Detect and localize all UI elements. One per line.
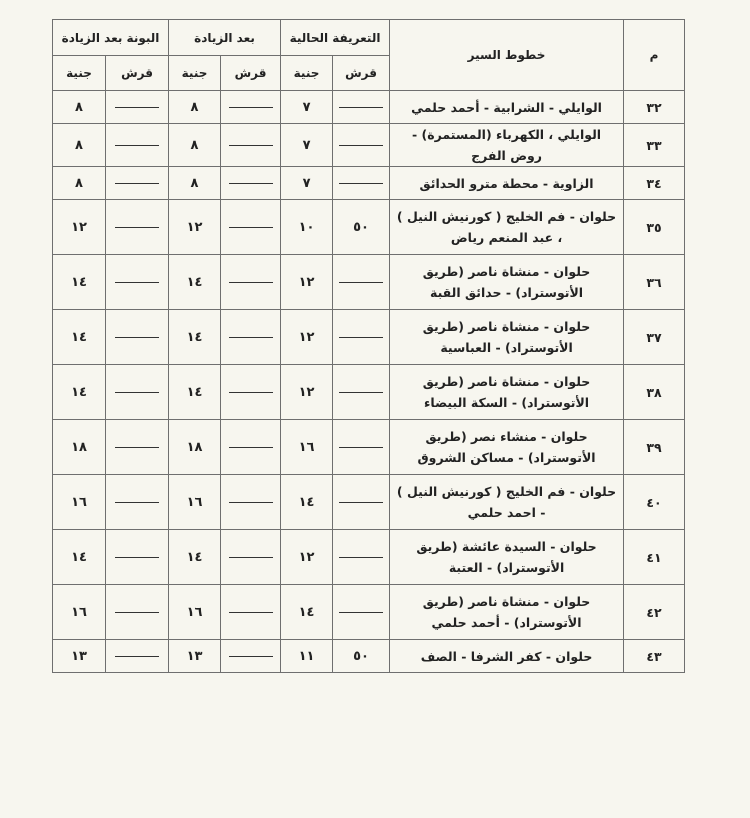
coupon-pound: ١٢ [53, 200, 106, 255]
coupon-qirsh [106, 475, 169, 530]
coupon-qirsh [106, 310, 169, 365]
after-pound: ٨ [169, 167, 221, 200]
route-name: حلوان - منشاة ناصر (طريق الأتوستراد) - السكة البيضاء [390, 365, 624, 420]
header-route: خطوط السير [390, 20, 624, 91]
after-qirsh [221, 420, 281, 475]
current-qirsh [333, 167, 390, 200]
row-number: ٤٢ [624, 585, 685, 640]
empty-value-dash [115, 183, 159, 184]
empty-value-dash [115, 557, 159, 558]
after-qirsh [221, 365, 281, 420]
header-coupon-after-increase: البونة بعد الزيادة [53, 20, 169, 56]
coupon-qirsh [106, 640, 169, 673]
current-pound: ١٠ [281, 200, 333, 255]
after-pound: ١٢ [169, 200, 221, 255]
empty-value-dash [339, 107, 383, 108]
header-coupon-pound: جنية [53, 56, 106, 91]
table-row [53, 167, 685, 200]
empty-value-dash [339, 183, 383, 184]
empty-value-dash [229, 656, 273, 657]
coupon-qirsh [106, 530, 169, 585]
current-qirsh [333, 475, 390, 530]
fares-table [52, 19, 685, 673]
after-qirsh [221, 255, 281, 310]
empty-value-dash [229, 502, 273, 503]
route-name: الوايلي ، الكهرباء (المستمرة) - روض الفرج [390, 124, 624, 167]
coupon-qirsh [106, 255, 169, 310]
coupon-pound: ٨ [53, 124, 106, 167]
current-qirsh [333, 530, 390, 585]
table-row [53, 420, 685, 475]
empty-value-dash [115, 337, 159, 338]
after-pound: ١٤ [169, 255, 221, 310]
coupon-qirsh [106, 167, 169, 200]
current-qirsh [333, 91, 390, 124]
after-qirsh [221, 124, 281, 167]
table-row [53, 91, 685, 124]
empty-value-dash [339, 502, 383, 503]
coupon-qirsh [106, 124, 169, 167]
row-number: ٣٥ [624, 200, 685, 255]
after-qirsh [221, 310, 281, 365]
header-row-top [53, 20, 685, 56]
header-number: م [624, 20, 685, 91]
empty-value-dash [115, 656, 159, 657]
after-pound: ١٨ [169, 420, 221, 475]
empty-value-dash [229, 107, 273, 108]
row-number: ٣٢ [624, 91, 685, 124]
after-qirsh [221, 91, 281, 124]
coupon-qirsh [106, 420, 169, 475]
row-number: ٣٤ [624, 167, 685, 200]
route-name: حلوان - منشاة ناصر (طريق الأتوستراد) - العباسية [390, 310, 624, 365]
coupon-pound: ١٨ [53, 420, 106, 475]
route-name: حلوان - فم الخليج ( كورنيش النيل ) - احمد حلمي [390, 475, 624, 530]
coupon-pound: ١٦ [53, 475, 106, 530]
coupon-qirsh [106, 365, 169, 420]
route-name: الزاوية - محطة مترو الحدائق [390, 167, 624, 200]
empty-value-dash [115, 447, 159, 448]
empty-value-dash [229, 183, 273, 184]
row-number: ٤٠ [624, 475, 685, 530]
empty-value-dash [115, 612, 159, 613]
after-qirsh [221, 640, 281, 673]
after-qirsh [221, 200, 281, 255]
empty-value-dash [229, 557, 273, 558]
empty-value-dash [339, 337, 383, 338]
table-row [53, 585, 685, 640]
row-number: ٣٨ [624, 365, 685, 420]
table-row [53, 530, 685, 585]
row-number: ٣٩ [624, 420, 685, 475]
coupon-pound: ١٣ [53, 640, 106, 673]
current-pound: ١١ [281, 640, 333, 673]
route-name: الوايلي - الشرابية - أحمد حلمي [390, 91, 624, 124]
after-pound: ١٦ [169, 585, 221, 640]
after-pound: ١٤ [169, 365, 221, 420]
coupon-qirsh [106, 585, 169, 640]
row-number: ٤٣ [624, 640, 685, 673]
empty-value-dash [229, 282, 273, 283]
current-qirsh [333, 420, 390, 475]
empty-value-dash [339, 282, 383, 283]
current-pound: ٧ [281, 124, 333, 167]
header-coupon-qirsh: قرش [106, 56, 169, 91]
empty-value-dash [229, 392, 273, 393]
current-qirsh [333, 585, 390, 640]
empty-value-dash [339, 392, 383, 393]
current-pound: ٧ [281, 167, 333, 200]
empty-value-dash [115, 107, 159, 108]
route-name: حلوان - منشاة ناصر (طريق الأتوستراد) - أحمد حلمي [390, 585, 624, 640]
empty-value-dash [115, 145, 159, 146]
route-name: حلوان - كفر الشرفا - الصف [390, 640, 624, 673]
row-number: ٣٧ [624, 310, 685, 365]
header-current-pound: جنية [281, 56, 333, 91]
empty-value-dash [339, 447, 383, 448]
empty-value-dash [229, 337, 273, 338]
coupon-pound: ٨ [53, 167, 106, 200]
after-pound: ١٤ [169, 310, 221, 365]
table-row [53, 124, 685, 167]
header-after-pound: جنية [169, 56, 221, 91]
current-qirsh [333, 365, 390, 420]
empty-value-dash [115, 282, 159, 283]
header-after-increase: بعد الزيادة [169, 20, 281, 56]
header-after-qirsh: قرش [221, 56, 281, 91]
current-qirsh [333, 255, 390, 310]
after-qirsh [221, 530, 281, 585]
route-name: حلوان - فم الخليج ( كورنيش النيل ) ، عبد المنعم رياض [390, 200, 624, 255]
current-pound: ١٢ [281, 255, 333, 310]
current-pound: ١٤ [281, 585, 333, 640]
empty-value-dash [115, 502, 159, 503]
empty-value-dash [229, 447, 273, 448]
table-row [53, 640, 685, 673]
table-row [53, 310, 685, 365]
coupon-pound: ١٤ [53, 310, 106, 365]
header-current-fare: التعريفة الحالية [281, 20, 390, 56]
after-pound: ٨ [169, 91, 221, 124]
current-qirsh [333, 124, 390, 167]
empty-value-dash [229, 227, 273, 228]
coupon-pound: ١٤ [53, 255, 106, 310]
after-qirsh [221, 475, 281, 530]
empty-value-dash [229, 145, 273, 146]
current-pound: ١٢ [281, 365, 333, 420]
coupon-qirsh [106, 200, 169, 255]
current-pound: ١٢ [281, 530, 333, 585]
after-qirsh [221, 585, 281, 640]
row-number: ٣٣ [624, 124, 685, 167]
row-number: ٤١ [624, 530, 685, 585]
empty-value-dash [115, 227, 159, 228]
current-pound: ٧ [281, 91, 333, 124]
header-current-qirsh: قرش [333, 56, 390, 91]
fares-table-body [53, 91, 685, 673]
current-pound: ١٤ [281, 475, 333, 530]
table-row [53, 365, 685, 420]
coupon-pound: ١٤ [53, 365, 106, 420]
empty-value-dash [229, 612, 273, 613]
coupon-qirsh [106, 91, 169, 124]
empty-value-dash [339, 557, 383, 558]
after-pound: ١٤ [169, 530, 221, 585]
coupon-pound: ٨ [53, 91, 106, 124]
coupon-pound: ١٦ [53, 585, 106, 640]
empty-value-dash [115, 392, 159, 393]
after-pound: ١٦ [169, 475, 221, 530]
current-pound: ١٦ [281, 420, 333, 475]
after-pound: ٨ [169, 124, 221, 167]
route-name: حلوان - السيدة عائشة (طريق الأتوستراد) - العتبة [390, 530, 624, 585]
route-name: حلوان - منشاء نصر (طريق الأتوستراد) - مساكن الشروق [390, 420, 624, 475]
table-row [53, 475, 685, 530]
row-number: ٣٦ [624, 255, 685, 310]
current-qirsh [333, 310, 390, 365]
coupon-pound: ١٤ [53, 530, 106, 585]
empty-value-dash [339, 145, 383, 146]
after-qirsh [221, 167, 281, 200]
current-qirsh: ٥٠ [333, 200, 390, 255]
current-pound: ١٢ [281, 310, 333, 365]
table-row [53, 255, 685, 310]
route-name: حلوان - منشاة ناصر (طريق الأتوستراد) - حدائق القبة [390, 255, 624, 310]
current-qirsh: ٥٠ [333, 640, 390, 673]
empty-value-dash [339, 612, 383, 613]
table-row [53, 200, 685, 255]
after-pound: ١٣ [169, 640, 221, 673]
